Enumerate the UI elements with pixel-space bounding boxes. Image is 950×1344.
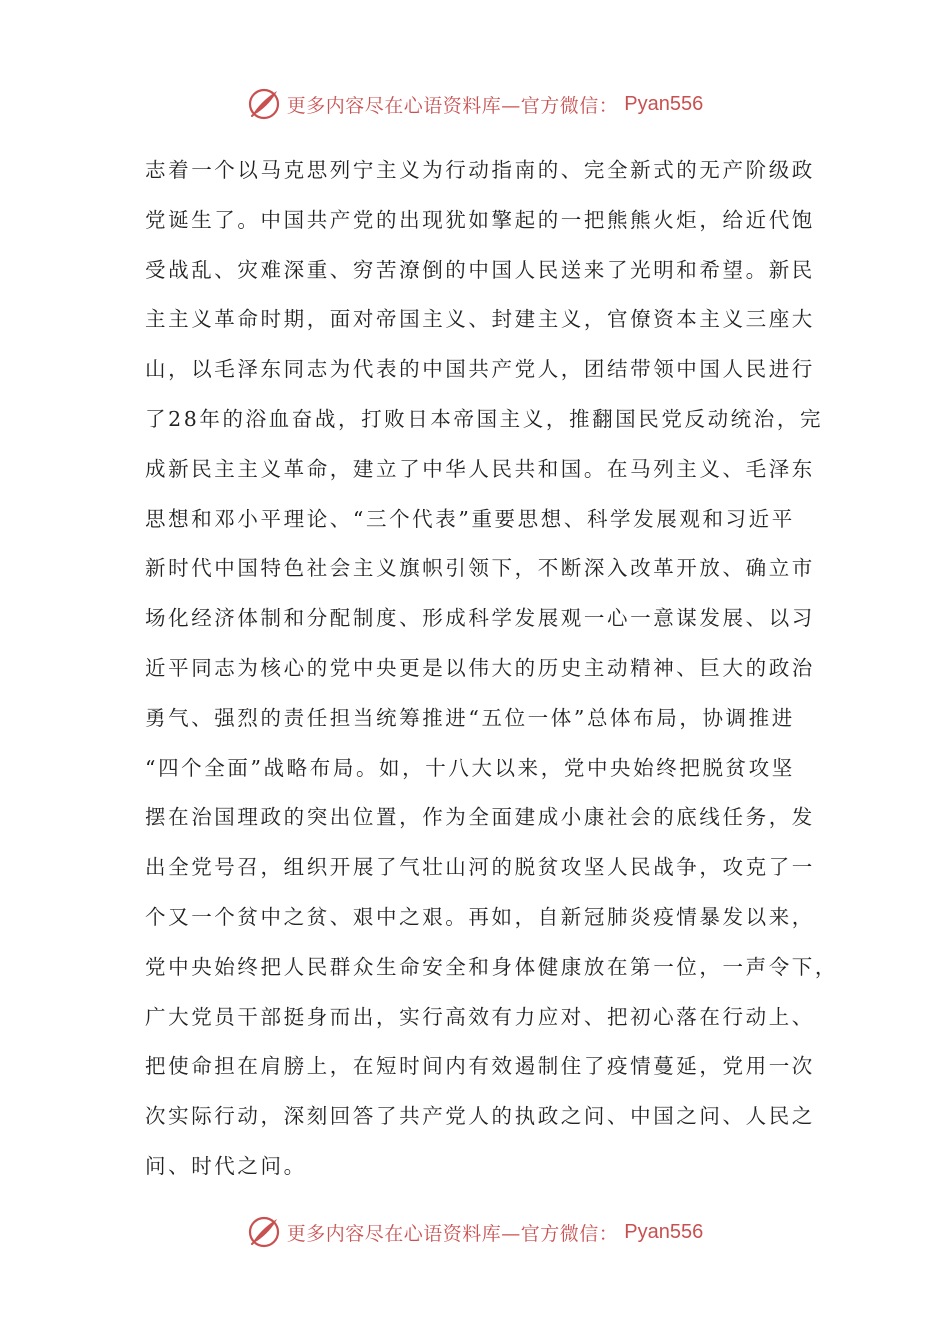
text-line: 了28年的浴血奋战，打败日本帝国主义，推翻国民党反动统治，完 bbox=[145, 406, 824, 431]
footer-banner bbox=[0, 1210, 950, 1254]
banner-wechat-id: Pyan556 bbox=[624, 1220, 704, 1243]
text-line: 场化经济体制和分配制度、形成科学发展观一心一意谋发展、以习 bbox=[145, 606, 815, 631]
text-line: 党诞生了。中国共产党的出现犹如擎起的一把熊熊火炬，给近代饱 bbox=[145, 207, 815, 232]
text-line: 党中央始终把人民群众生命安全和身体健康放在第一位，一声令下， bbox=[145, 954, 838, 979]
text-line: 出全党号召，组织开展了气壮山河的脱贫攻坚人民战争，攻克了一 bbox=[145, 855, 815, 880]
header-banner bbox=[0, 82, 950, 126]
text-line: 主主义革命时期，面对帝国主义、封建主义，官僚资本主义三座大 bbox=[145, 307, 815, 332]
text-line: 思想和邓小平理论、“三个代表”重要思想、科学发展观和习近平 bbox=[145, 506, 795, 531]
text-line: 勇气、强烈的责任担当统筹推进“五位一体”总体布局，协调推进 bbox=[145, 705, 795, 730]
text-line: 广大党员干部挺身而出，实行高效有力应对、把初心落在行动上、 bbox=[145, 1004, 815, 1029]
text-line: 近平同志为核心的党中央更是以伟大的历史主动精神、巨大的政治 bbox=[145, 655, 815, 680]
quill-pen-logo-icon bbox=[247, 87, 281, 121]
text-line: 新时代中国特色社会主义旗帜引领下，不断深入改革开放、确立市 bbox=[145, 556, 815, 581]
text-line: 问、时代之问。 bbox=[145, 1153, 307, 1178]
text-line: 个又一个贫中之贫、艰中之艰。再如，自新冠肺炎疫情暴发以来， bbox=[145, 904, 815, 929]
banner-text: 更多内容尽在心语资料库—官方微信： bbox=[286, 1222, 619, 1245]
text-line: 成新民主主义革命，建立了中华人民共和国。在马列主义、毛泽东 bbox=[145, 456, 815, 481]
text-line: 志着一个以马克思列宁主义为行动指南的、完全新式的无产阶级政 bbox=[145, 158, 815, 182]
text-line: 摆在治国理政的突出位置，作为全面建成小康社会的底线任务，发 bbox=[145, 805, 815, 830]
quill-pen-logo-icon bbox=[247, 1215, 281, 1249]
text-line: 受战乱、灾难深重、穷苦潦倒的中国人民送来了光明和希望。新民 bbox=[145, 257, 815, 282]
text-line: 山，以毛泽东同志为代表的中国共产党人，团结带领中国人民进行 bbox=[145, 357, 815, 382]
document-body bbox=[145, 150, 838, 1196]
banner-wechat-id: Pyan556 bbox=[624, 92, 704, 115]
text-line: 次实际行动，深刻回答了共产党人的执政之问、中国之问、人民之 bbox=[145, 1104, 815, 1129]
text-line: “四个全面”战略布局。如，十八大以来，党中央始终把脱贫攻坚 bbox=[145, 755, 795, 780]
text-line: 把使命担在肩膀上，在短时间内有效遏制住了疫情蔓延，党用一次 bbox=[145, 1054, 815, 1079]
banner-text: 更多内容尽在心语资料库—官方微信： bbox=[286, 94, 619, 117]
